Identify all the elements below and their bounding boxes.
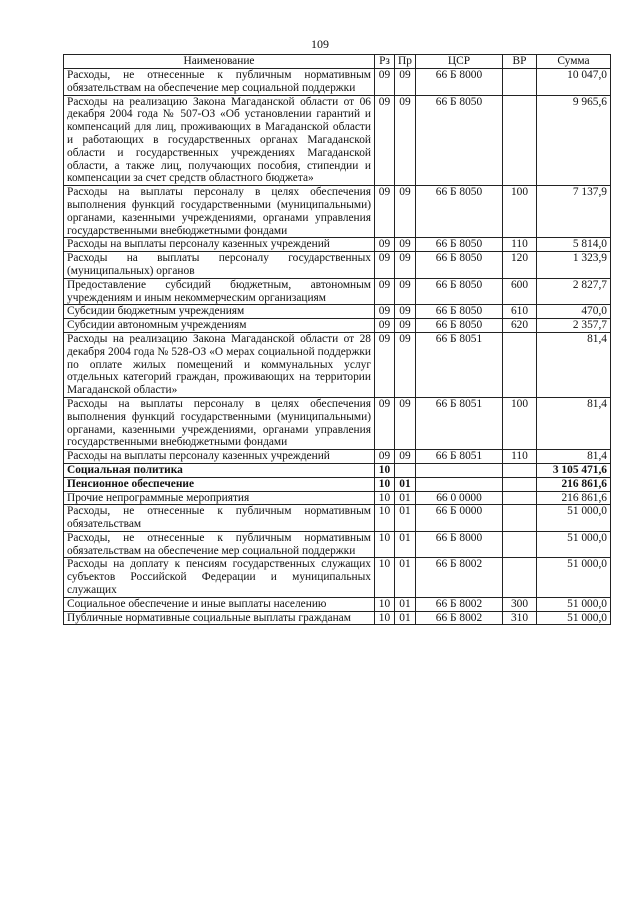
table-row <box>64 558 611 597</box>
cell-sum: 216 861,6 <box>537 477 611 491</box>
cell-vr: 310 <box>503 611 537 625</box>
cell-name: Расходы на выплаты персоналу в целях обеспечения выполнения функций государственными (муниципальными) органами, казенными учреждениями, органами управления государственными внебюджетными фондами <box>64 186 375 238</box>
cell-rz: 09 <box>375 186 395 238</box>
table-row <box>64 491 611 505</box>
cell-csr: 66 Б 8050 <box>416 305 503 319</box>
cell-rz: 09 <box>375 69 395 96</box>
cell-name: Публичные нормативные социальные выплаты гражданам <box>64 611 375 625</box>
cell-csr: 66 Б 8050 <box>416 95 503 186</box>
cell-name: Социальная политика <box>64 463 375 477</box>
cell-sum: 51 000,0 <box>537 531 611 558</box>
table-row <box>64 477 611 491</box>
cell-sum: 7 137,9 <box>537 186 611 238</box>
cell-vr: 610 <box>503 305 537 319</box>
cell-vr: 300 <box>503 597 537 611</box>
cell-sum: 51 000,0 <box>537 558 611 597</box>
cell-sum: 81,4 <box>537 332 611 397</box>
cell-sum: 2 827,7 <box>537 278 611 305</box>
cell-sum: 51 000,0 <box>537 505 611 532</box>
cell-vr <box>503 463 537 477</box>
cell-sum: 470,0 <box>537 305 611 319</box>
cell-vr <box>503 558 537 597</box>
page-number: 109 <box>311 37 329 51</box>
table-row <box>64 278 611 305</box>
cell-sum: 9 965,6 <box>537 95 611 186</box>
cell-rz: 09 <box>375 332 395 397</box>
cell-name: Расходы, не отнесенные к публичным нормативным обязательствам на обеспечение мер социальной поддержки <box>64 531 375 558</box>
cell-pr: 01 <box>395 597 416 611</box>
cell-sum: 5 814,0 <box>537 238 611 252</box>
cell-vr <box>503 95 537 186</box>
cell-vr <box>503 332 537 397</box>
cell-pr: 01 <box>395 531 416 558</box>
cell-vr <box>503 531 537 558</box>
cell-rz: 09 <box>375 278 395 305</box>
table-body <box>64 69 611 625</box>
cell-pr: 09 <box>395 69 416 96</box>
cell-rz: 10 <box>375 477 395 491</box>
cell-csr: 66 Б 8050 <box>416 186 503 238</box>
header-pr: Пр <box>395 55 416 69</box>
table-row <box>64 252 611 279</box>
cell-pr: 09 <box>395 397 416 449</box>
cell-rz: 10 <box>375 611 395 625</box>
header-csr: ЦСР <box>416 55 503 69</box>
budget-table <box>63 54 611 625</box>
cell-pr: 01 <box>395 611 416 625</box>
cell-sum: 51 000,0 <box>537 597 611 611</box>
cell-csr: 66 Б 8000 <box>416 531 503 558</box>
table-row <box>64 95 611 186</box>
table-row <box>64 450 611 464</box>
cell-vr: 110 <box>503 450 537 464</box>
cell-csr: 66 Б 8050 <box>416 319 503 333</box>
cell-sum: 81,4 <box>537 450 611 464</box>
cell-pr: 09 <box>395 305 416 319</box>
header-rz: Рз <box>375 55 395 69</box>
cell-pr: 01 <box>395 505 416 532</box>
cell-rz: 10 <box>375 491 395 505</box>
cell-name: Субсидии автономным учреждениям <box>64 319 375 333</box>
cell-name: Прочие непрограммные мероприятия <box>64 491 375 505</box>
cell-name: Субсидии бюджетным учреждениям <box>64 305 375 319</box>
cell-vr: 110 <box>503 238 537 252</box>
cell-rz: 09 <box>375 397 395 449</box>
cell-rz: 10 <box>375 531 395 558</box>
cell-pr: 09 <box>395 450 416 464</box>
cell-csr: 66 Б 8002 <box>416 597 503 611</box>
cell-rz: 10 <box>375 505 395 532</box>
cell-csr: 66 Б 8050 <box>416 278 503 305</box>
cell-csr: 66 Б 8051 <box>416 397 503 449</box>
cell-sum: 10 047,0 <box>537 69 611 96</box>
table-header-row <box>64 55 611 69</box>
cell-sum: 1 323,9 <box>537 252 611 279</box>
table-row <box>64 332 611 397</box>
cell-vr <box>503 69 537 96</box>
header-sum: Сумма <box>537 55 611 69</box>
cell-name: Предоставление субсидий бюджетным, автономным учреждениям и иным некоммерческим организациям <box>64 278 375 305</box>
cell-rz: 10 <box>375 558 395 597</box>
cell-rz: 09 <box>375 252 395 279</box>
cell-csr: 66 Б 0000 <box>416 505 503 532</box>
cell-pr: 09 <box>395 332 416 397</box>
cell-pr: 09 <box>395 95 416 186</box>
cell-pr: 01 <box>395 477 416 491</box>
table-row <box>64 463 611 477</box>
cell-name: Расходы, не отнесенные к публичным нормативным обязательствам на обеспечение мер социальной поддержки <box>64 69 375 96</box>
cell-sum: 51 000,0 <box>537 611 611 625</box>
table-row <box>64 505 611 532</box>
table-row <box>64 186 611 238</box>
cell-vr: 100 <box>503 186 537 238</box>
cell-vr: 100 <box>503 397 537 449</box>
cell-sum: 3 105 471,6 <box>537 463 611 477</box>
cell-csr: 66 Б 8051 <box>416 332 503 397</box>
cell-vr: 120 <box>503 252 537 279</box>
cell-csr: 66 Б 8002 <box>416 611 503 625</box>
cell-csr: 66 Б 8051 <box>416 450 503 464</box>
cell-pr <box>395 463 416 477</box>
cell-pr: 09 <box>395 252 416 279</box>
header-vr: ВР <box>503 55 537 69</box>
cell-rz: 09 <box>375 95 395 186</box>
cell-vr: 600 <box>503 278 537 305</box>
cell-name: Расходы на реализацию Закона Магаданской области от 28 декабря 2004 года № 528-ОЗ «О мерах социальной поддержки по оплате жилых помещений и коммунальных услуг отдельных категорий граждан, проживающих на территории Магаданской области» <box>64 332 375 397</box>
cell-rz: 09 <box>375 238 395 252</box>
cell-name: Расходы на доплату к пенсиям государственных служащих субъектов Российской Федерации и муниципальных служащих <box>64 558 375 597</box>
cell-csr: 66 0 0000 <box>416 491 503 505</box>
cell-csr: 66 Б 8002 <box>416 558 503 597</box>
cell-csr: 66 Б 8000 <box>416 69 503 96</box>
cell-pr: 01 <box>395 558 416 597</box>
table-row <box>64 305 611 319</box>
cell-rz: 09 <box>375 305 395 319</box>
cell-csr: 66 Б 8050 <box>416 238 503 252</box>
table-row <box>64 69 611 96</box>
cell-sum: 216 861,6 <box>537 491 611 505</box>
cell-pr: 09 <box>395 238 416 252</box>
table-row <box>64 531 611 558</box>
cell-rz: 09 <box>375 450 395 464</box>
cell-name: Расходы на реализацию Закона Магаданской области от 06 декабря 2004 года № 507-ОЗ «Об установлении гарантий и компенсаций для лиц, проживающих в Магаданской области и работающих в государственных органах Магаданской области и государственных учреждениях Магаданской области, а также лиц, получающих пособия, стипендии и компенсации за счет средств областного бюджета» <box>64 95 375 186</box>
table-row <box>64 597 611 611</box>
cell-vr <box>503 477 537 491</box>
cell-rz: 10 <box>375 597 395 611</box>
cell-vr: 620 <box>503 319 537 333</box>
cell-rz: 09 <box>375 319 395 333</box>
cell-csr <box>416 477 503 491</box>
cell-sum: 81,4 <box>537 397 611 449</box>
cell-pr: 01 <box>395 491 416 505</box>
table-row <box>64 238 611 252</box>
table-row <box>64 319 611 333</box>
table-row <box>64 611 611 625</box>
cell-name: Социальное обеспечение и иные выплаты населению <box>64 597 375 611</box>
table-row <box>64 397 611 449</box>
cell-name: Пенсионное обеспечение <box>64 477 375 491</box>
cell-pr: 09 <box>395 278 416 305</box>
cell-vr <box>503 491 537 505</box>
header-name: Наименование <box>64 55 375 69</box>
cell-name: Расходы на выплаты персоналу государственных (муниципальных) органов <box>64 252 375 279</box>
cell-csr: 66 Б 8050 <box>416 252 503 279</box>
cell-name: Расходы, не отнесенные к публичным нормативным обязательствам <box>64 505 375 532</box>
cell-name: Расходы на выплаты персоналу казенных учреждений <box>64 238 375 252</box>
cell-pr: 09 <box>395 319 416 333</box>
cell-sum: 2 357,7 <box>537 319 611 333</box>
cell-csr <box>416 463 503 477</box>
cell-name: Расходы на выплаты персоналу казенных учреждений <box>64 450 375 464</box>
cell-name: Расходы на выплаты персоналу в целях обеспечения выполнения функций государственными (муниципальными) органами, казенными учреждениями, органами управления государственными внебюджетными фондами <box>64 397 375 449</box>
cell-vr <box>503 505 537 532</box>
cell-pr: 09 <box>395 186 416 238</box>
cell-rz: 10 <box>375 463 395 477</box>
